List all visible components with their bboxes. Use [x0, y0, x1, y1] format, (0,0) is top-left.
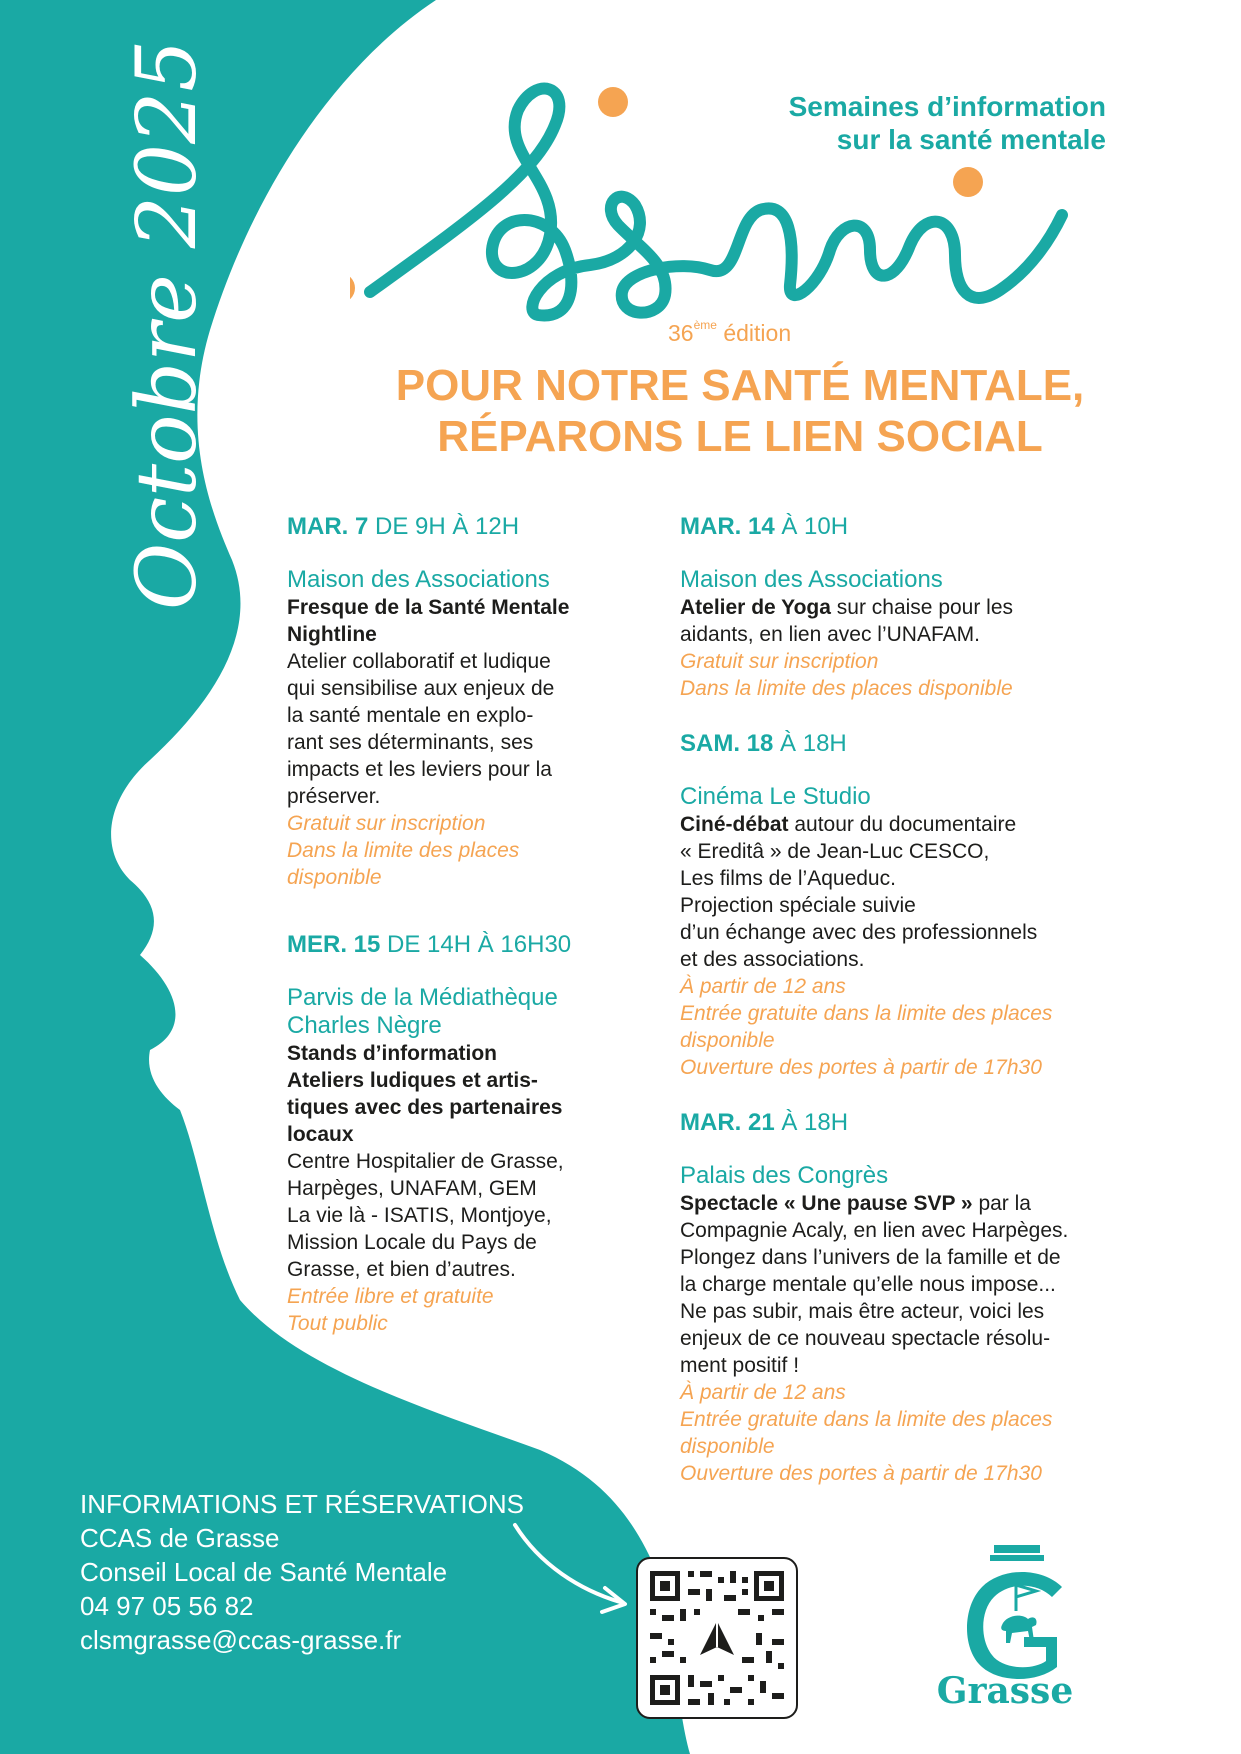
event-desc-line — [680, 594, 1125, 621]
contact-org-1: CCAS de Grasse — [80, 1523, 280, 1553]
event-day: MAR. 14 — [680, 513, 775, 540]
contact-title: INFORMATIONS ET RÉSERVATIONS — [80, 1489, 524, 1519]
events-right-column — [680, 513, 1125, 1515]
event-note: Ouverture des portes à partir de 17h30 — [680, 1462, 1042, 1485]
event-desc-line: Grasse, et bien d’autres. — [287, 1258, 516, 1281]
event-desc-line: la santé mentale en explo- — [287, 704, 534, 727]
event-time: À 10H — [781, 513, 849, 540]
edition-word: édition — [723, 320, 792, 346]
event-desc-line: Atelier collaboratif et ludique — [287, 650, 551, 673]
event-venue: Maison des Associations — [287, 566, 550, 593]
event-desc-rest: par la — [972, 1192, 1031, 1215]
event-venue: Maison des Associations — [680, 566, 943, 593]
event-desc-line: qui sensibilise aux enjeux de — [287, 677, 555, 700]
event-desc-rest: sur chaise pour les — [830, 596, 1014, 619]
event-desc-line: enjeux de ce nouveau spectacle résolu- — [680, 1327, 1051, 1350]
event-desc-line: et des associations. — [680, 948, 865, 971]
event-desc-line: Harpèges, UNAFAM, GEM — [287, 1177, 537, 1200]
event-day: MAR. 21 — [680, 1109, 775, 1136]
event-note: disponible — [680, 1435, 775, 1458]
contact-info — [80, 1487, 524, 1657]
event-desc-line: Compagnie Acaly, en lien avec Harpèges. — [680, 1219, 1069, 1242]
logo-dot-1 — [598, 87, 628, 117]
event-note: Dans la limite des places disponible — [680, 677, 1013, 700]
event-desc-line: la charge mentale qu’elle nous impose... — [680, 1273, 1056, 1296]
headline-line-1: POUR NOTRE SANTÉ MENTALE, — [395, 361, 1085, 410]
event-date — [680, 1109, 1125, 1136]
event-venue: Charles Nègre — [287, 1012, 442, 1039]
grasse-logo-text: Grasse — [936, 1670, 1074, 1712]
subtitle-line-1: Semaines d’information — [788, 91, 1106, 122]
event-date — [287, 513, 607, 540]
event-title: Nightline — [287, 623, 377, 646]
event-desc-line — [680, 811, 1125, 838]
event-date — [287, 931, 607, 958]
edition-sup: ème — [693, 318, 717, 332]
contact-phone[interactable]: 04 97 05 56 82 — [80, 1591, 254, 1621]
event-desc-line: ment positif ! — [680, 1354, 800, 1377]
event-date — [680, 730, 1125, 757]
event-title: Atelier de Yoga — [680, 596, 831, 619]
event-note: Dans la limite des places — [287, 839, 520, 862]
logo-dot-2 — [953, 167, 983, 197]
event-desc-line: Ne pas subir, mais être acteur, voici les — [680, 1300, 1045, 1323]
contact-email[interactable]: clsmgrasse@ccas-grasse.fr — [80, 1625, 402, 1655]
event-time: DE 14H À 16H30 — [387, 931, 572, 958]
event-desc-line: « Ereditâ » de Jean-Luc CESCO, — [680, 840, 990, 863]
edition-number: 36 — [668, 320, 694, 346]
event-desc-line: La vie là - ISATIS, Montjoye, — [287, 1204, 552, 1227]
event-note: disponible — [287, 866, 382, 889]
event-title: Fresque de la Santé Mentale — [287, 596, 570, 619]
event-title: Ciné-débat — [680, 813, 789, 836]
event-venue: Parvis de la Médiathèque — [287, 984, 558, 1011]
event-desc-line: Mission Locale du Pays de — [287, 1231, 537, 1254]
subtitle-line-2: sur la santé mentale — [836, 124, 1106, 155]
headline-line-2: RÉPARONS LE LIEN SOCIAL — [437, 412, 1043, 461]
event-note: Gratuit sur inscription — [680, 650, 879, 673]
event-date — [680, 513, 1125, 540]
event-note: À partir de 12 ans — [680, 1381, 846, 1404]
event-title: Spectacle « Une pause SVP » — [680, 1192, 973, 1215]
event-desc-line: Plongez dans l’univers de la famille et de — [680, 1246, 1061, 1269]
event-desc-line: aidants, en lien avec l’UNAFAM. — [680, 623, 980, 646]
events-left-column — [287, 513, 607, 1365]
event-time: À 18H — [781, 1109, 849, 1136]
event-note: Entrée gratuite dans la limite des places — [680, 1408, 1053, 1431]
event-mar-21 — [680, 1109, 1125, 1487]
event-note: Gratuit sur inscription — [287, 812, 486, 835]
event-desc-line: Les films de l’Aqueduc. — [680, 867, 896, 890]
event-note: Ouverture des portes à partir de 17h30 — [680, 1056, 1042, 1079]
event-desc-line: rant ses déterminants, ses — [287, 731, 534, 754]
event-title: tiques avec des partenaires — [287, 1096, 563, 1119]
headline — [330, 360, 1150, 462]
event-desc-line: Projection spéciale suivie — [680, 894, 916, 917]
logo-dot-3 — [350, 273, 355, 303]
edition-label — [668, 318, 791, 347]
event-desc-rest: autour du documentaire — [788, 813, 1017, 836]
event-note: Entrée libre et gratuite — [287, 1285, 494, 1308]
event-note: Tout public — [287, 1312, 388, 1335]
event-venue: Cinéma Le Studio — [680, 783, 871, 810]
qr-code-icon[interactable] — [636, 1557, 798, 1719]
event-time: DE 9H À 12H — [375, 513, 520, 540]
event-note: Entrée gratuite dans la limite des places — [680, 1002, 1053, 1025]
event-sam-18 — [680, 730, 1125, 1081]
event-desc-line: préserver. — [287, 785, 381, 808]
event-title: locaux — [287, 1123, 354, 1146]
event-day: MER. 15 — [287, 931, 381, 958]
sism-logo — [350, 70, 1120, 340]
month-title: Octobre 2025 — [120, 39, 215, 610]
event-day: SAM. 18 — [680, 730, 774, 757]
event-note: À partir de 12 ans — [680, 975, 846, 998]
event-note: disponible — [680, 1029, 775, 1052]
event-mar-7 — [287, 513, 607, 891]
event-venue: Palais des Congrès — [680, 1162, 889, 1189]
event-desc-line: impacts et les leviers pour la — [287, 758, 552, 781]
arrow-icon — [510, 1520, 640, 1620]
event-desc-line: d’un échange avec des professionnels — [680, 921, 1038, 944]
contact-org-2: Conseil Local de Santé Mentale — [80, 1557, 448, 1587]
event-time: À 18H — [780, 730, 847, 757]
event-desc-line — [680, 1190, 1125, 1217]
event-title: Stands d’information — [287, 1042, 497, 1065]
event-desc-line: Centre Hospitalier de Grasse, — [287, 1150, 564, 1173]
event-mar-14 — [680, 513, 1125, 702]
event-day: MAR. 7 — [287, 513, 369, 540]
event-title: Ateliers ludiques et artis- — [287, 1069, 538, 1092]
event-mer-15 — [287, 931, 607, 1337]
